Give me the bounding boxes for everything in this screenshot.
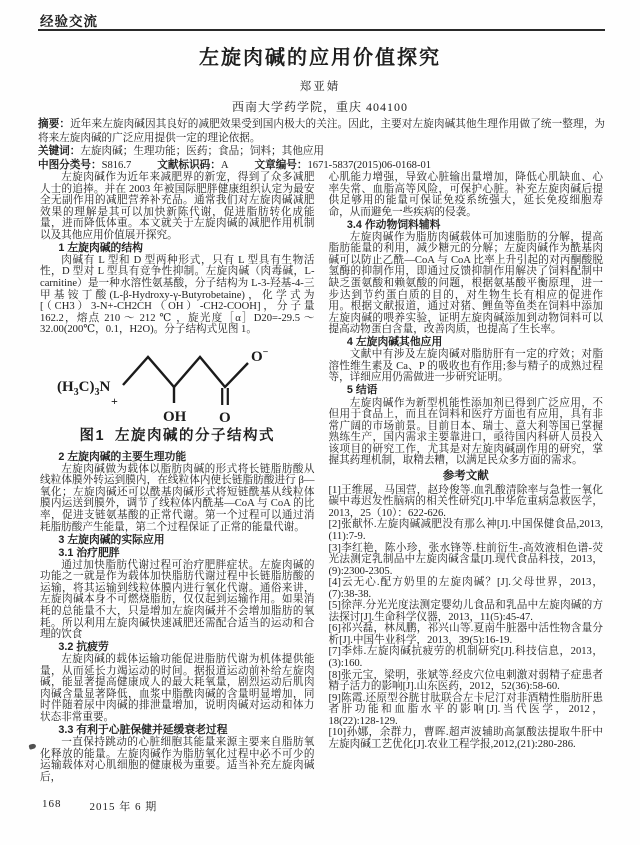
fatigue-paragraph: 左旋肉碱的载体运输功能促进脂肪代谢为机体提供能量，从而延长力竭运动的时间。据报道运动前补给左旋肉碱，能显著提高健康成人的最大耗氧量，剧烈运动后肌肉肉碱含量显著降低，血浆中脂酰肉碱的含量明显增加，同时伴随着尿中肉碱的排泄量增加，说明肉碱对运动和体力状态非常重要。 [40,654,315,723]
figure-caption-text: 左旋肉碱的分子结构式 [115,427,276,444]
right-column [329,172,604,784]
reference-item: [8]张元宝，梁明，张斌等.经皮穴位电刺激对弱精子症患者精子活力的影响[J].山东医药，2012，52(36):58-60. [328,669,603,693]
classification-line [38,159,605,173]
reference-item: [2]张献怀.左旋肉碱减肥没有那么神[J].中国保健食品,2013,(11):7-9. [328,519,603,542]
section-heading-1: 1 左旋肉碱的结构 [58,241,143,254]
article-no-value: 1671-5837(2015)06-0168-01 [307,159,432,171]
section-heading-3-1: 3.1 治疗肥胖 [58,546,120,559]
section-heading-3-2: 3.2 抗疲劳 [58,641,109,654]
title-block [0,41,640,115]
paper-affiliation: 西南大学药学院，重庆 404100 [231,100,408,114]
section-heading-3-4: 3.4 作动物饲料辅料 [346,218,441,231]
carbonyl-oxygen-label: O [219,409,231,426]
carbon-chain-bonds [123,357,248,387]
clc-value: S816.7 [101,159,132,171]
abstract-text: 近年来左旋肉碱因其良好的减肥效果受到国内极大的关注。因此，主要对左旋肉碱其他生理作用做了统一整理，为将来左旋肉碱的广泛应用提供一定的理论依据。 [38,119,606,144]
section-heading-3: 3 左旋肉碱的实际应用 [58,533,165,546]
scan-artifact [28,743,36,750]
reference-item: [3]李红艳，陈小珍，张水锋等.柱前衍生-高效液相色谱-荧光法测定乳制品中左旋肉碱含量[J].现代食品科技，2013，(9):2300-2305. [328,542,603,577]
reference-item: [10]孙娜，余群力，曹晖.超声波辅助高氯酸法提取牛肝中左旋肉碱工艺优化[J].农业工程学报,2012,(21):280-286. [328,727,603,750]
issue-label: 2015 年 6 期 [89,801,158,813]
clc-label: 中图分类号： [38,159,102,171]
header-divider-rule [38,29,605,31]
page-footer [42,798,157,814]
reference-item: [5]徐萍.分光光度法测定婴幼儿食品和乳品中左旋肉碱的方法探讨[J].生命科学仪器，2013，11(5):45-47. [328,600,603,623]
figure-number: 图1 [79,427,106,444]
doc-code-value: A [220,159,229,171]
section-heading-2: 2 左旋肉碱的主要生理功能 [58,450,187,463]
amine-group-label: $(H_3C)_3N$ [57,378,111,398]
intro-paragraph: 左旋肉碱作为近年来减肥界的新宠，得到了众多减肥人士的追捧。并在 2003 年被国际肥胖健康组织认定为最安全无副作用的减肥营养补充品。通常我们对左旋肉碱减肥效果的理解是其可以加快新陈代谢，促进脂肪转化成能量，进而降低体重。本文就关于左旋肉碱的减肥作用机制以及其他应用价值展开探究。 [40,172,315,241]
paper-title: 左旋肉碱的应用价值探究 [199,47,441,69]
meta-block [38,118,605,172]
doc-code-label: 文献标识码： [157,159,221,171]
article-no-label: 文章编号： [254,159,308,171]
figure-1 [40,341,315,445]
heart-paragraph: 一直保持跳动的心脏细胞其能量来源主要来自脂肪氧化释放的能量。左旋肉碱作为脂肪氧化过程中必不可少的运输载体对心肌细胞的健康极为重要。适当补充左旋肉碱后， [40,737,315,783]
feed-paragraph: 左旋肉碱作为脂肪肉碱载体可加速脂肪的分解，提高脂肪能量的利用，减少糖元的分解；左旋肉碱作为酰基肉碱可以防止乙酰—CoA 与 CoA 比率上升引起的对丙酮酸脱氢酶的抑制作用，即通过反馈抑制作用解决了饲料配制中缺乏蛋氨酸和赖氨酸的问题，根据氨基酸平衡原理，进一步达到节约蛋白质的目的，对生物生长有相应的促进作用。根据文献报道，通过对猪、鲤鱼等鱼类在饲料中添加左旋肉碱的喂养实验，证明左旋肉碱添加到动物饲料可以提高动物蛋白含量，改善肉质，也提高了生长率。 [328,231,603,336]
structure-paragraph: 肉碱有 L 型和 D 型两种形式，只有 L 型具有生物活性，D 型对 L 型具有竞争性抑制。左旋肉碱（肉毒碱，L-carnitine）是一种水溶性氨基酸，分子结构为 L-3-羟基-4-三甲基铵丁酸(L-β-Hydroxy-γ-Butyrobetaine)，化学式为[（CH3）3-N+-CH2CH（OH）-CH2-COOH]，分子量 162.2，熔点 210 ～ 212 ℃ ，旋光度［α］D20=-29.5 ～ 32.00(200℃，0.1，H2O)。分子结构式见图 1。 [40,254,315,336]
other-uses-paragraph: 文献中有涉及左旋肉碱对脂肪肝有一定的疗效；对脂溶性维生素及 Ca、P 的吸收也有作用;参与精子的成熟过程等，详细应用仍需做进一步研究证明。 [328,349,603,384]
carboxylate-oxygen-label: O− [251,346,269,365]
left-column [40,172,315,784]
conclusion-paragraph: 左旋肉碱作为新型机能性添加剂已得到广泛应用，不但用于食品上，而且在饲料和医疗方面也有应用，具有非常广阔的市场前景。目前日本、瑞士、意大利等国已掌握熟练生产，国内需求主要靠进口，亟待国内科研人员投入该项目的研究工作，尤其是对左旋肉碱副作用的研究，掌握其药理机制，取精去糟，以满足民众多方面的需求。 [328,397,603,467]
hydroxyl-label: OH [163,408,187,425]
two-column-body [40,172,603,784]
obesity-paragraph: 通过加快脂肪代谢过程可治疗肥胖症状。左旋肉碱的功能之一就是作为载体加快脂肪代谢过程中长链脂肪酸的运输，将其运输到线粒体膜内进行氧化代谢。通俗来讲，左旋肉碱本身不可燃烧脂肪，仅仅起到运输作用。如果消耗的总能量不大，只是增加左旋肉碱并不会增加脂肪的氧耗。所以利用左旋肉碱快速减肥还需配合适当的运动和合理的饮食 [40,559,315,641]
journal-section-label: 经验交流 [40,14,98,29]
reference-item: [4]云无心.配方奶里的左旋肉碱？[J].父母世界，2013，(7):38-38. [328,577,603,600]
abstract-label: 摘要： [38,119,71,130]
keywords-label: 关键词： [38,146,81,158]
references-title: 参考文献 [442,469,489,482]
section-heading-5: 5 结语 [346,384,378,397]
physiology-paragraph: 左旋肉碱做为载体以脂肪肉碱的形式将长链脂肪酸从线粒体膜外转运到膜内，在线粒体内使长链脂肪酸进行 β—氧化；左旋肉碱还可以酰基肉碱形式将短链酰基从线粒体膜内运送到膜外，调节了线粒体内酰基—CoA 与 CoA 的比率，促进支链氨基酸的正常代谢。第一个过程可以通过消耗脂肪酸产生能量，第二个过程保证了正常的能量代谢。 [40,463,315,533]
keywords-text: 左旋肉碱；生理功能；医药；食品；饲料；其他应用 [80,146,325,158]
reference-item: [6]祁兴磊，林凤鹏，祁兴山等.夏南牛脏器中活性物含量分析[J].中国牛业科学，2013，39(5):16-19. [328,623,603,646]
molecular-structure-diagram [51,341,303,427]
reference-item: [1]王维展，马国营，赵玲俊等.血乳酸清除率与急性一氧化碳中毒迟发性脑病的相关性研究[J].中华危重病急救医学，2013，25（10）：622-626. [328,484,603,519]
paper-author: 郑亚婧 [299,81,341,93]
keywords-line [38,145,605,159]
section-heading-4: 4 左旋肉碱其他应用 [346,336,443,349]
reference-item: [9]陈霞.还原型谷胱甘肽联合左卡尼汀对非酒精性脂肪肝患者肝功能和血脂水平的影响[J].当代医学，2012，18(22):128-129. [328,692,603,727]
abstract-line [38,118,605,145]
page-number: 168 [42,798,62,810]
figure-1-caption [40,428,315,445]
reference-item: [7]李炜.左旋肉碱抗疲劳的机制研究[J].科技信息，2013，(3):160. [328,646,603,670]
section-heading-3-3: 3.3 有利于心脏保健并延缓衰老过程 [58,723,228,736]
amine-charge-label: + [111,393,119,408]
heart-paragraph-continued: 心肌能力增强，导致心脏输出量增加，降低心肌缺血、心率失常、血脂高等风险，可保护心脏。补充左旋肉碱后提供足够用的能量可保证免疫系统强大，延长免疫细胞寿命，从而避免一些疾病的侵袭。 [328,172,603,218]
